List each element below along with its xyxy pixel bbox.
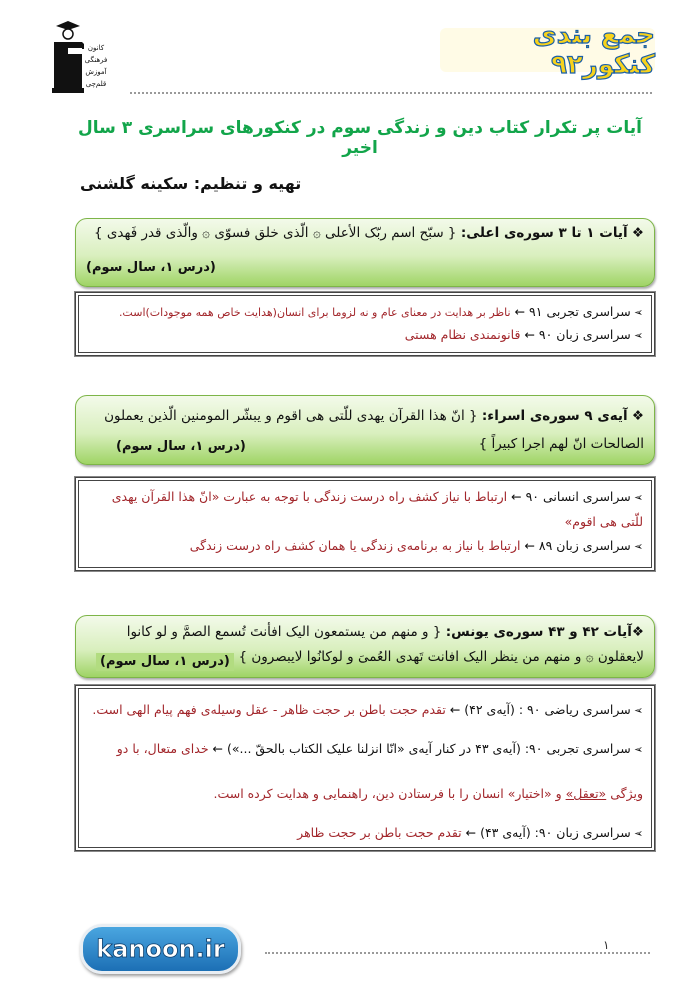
page-number: ۱ [603,938,610,952]
list-item [87,304,643,319]
exam-note: تقدم حجت باطن بر حجت ظاهر [297,825,462,840]
exam-label: سراسری زبان ۹۰ ← [524,327,631,342]
section-heading: آیه‌ی ۹ سوره‌ی اسراء: [481,408,628,424]
list-item [87,816,643,850]
exam-notes-box [75,685,655,851]
page-title: آیات پر تکرار کتاب دین و زندگی سوم در کنکورهای سراسری ۳ سال اخیر [78,118,642,158]
exam-note: خدای متعال، با دو ویژگی [116,741,643,801]
diamond-bullet-icon: ❖ [631,225,644,241]
kanoon-site-logo[interactable] [80,924,241,974]
verse-text: { سبّح اسم ربّک الأعلی ۞ الّذی خلق فسوّی ۞ والّذی قدر فَهدی } [93,225,457,241]
exam-label: سراسری زبان ۸۹ ← [524,538,631,553]
exam-label: سراسری ریاضی ۹۰ : (آیه‌ی ۴۲) ← [449,702,631,717]
diamond-bullet-icon: ❖ [631,624,644,640]
section-header [75,615,655,678]
brand-logo-text: جمع بندی کنکور۹۲ [532,20,655,80]
exam-note-underlined: «تعقل» [565,786,607,801]
exam-note: ناظر بر هدایت در معنای عام و نه لزوما برای انسان(هدایت خاص همه موجودات)است. [118,306,511,319]
list-item [87,534,643,559]
list-item [87,327,643,342]
section-header [75,395,655,465]
arrow-bullet-icon: ➢ [633,540,643,553]
exam-label: سراسری زبان ۹۰: (آیه‌ی ۴۳) ← [465,825,631,840]
exam-note: ارتباط با نیاز کشف راه درست زندگی با توجه به عبارت «انّ هذا القرآن یهدی للّتی هی اقوم» [111,489,643,529]
verse-text: { و منهم من یستمعون الیک افأنتَ تُسمع الصمَّ و لو کانوا لایعقلون ۞ و منهم من ینظر الیک افانت تَهدی العُمیَ و لوکانُوا لایبصرون } [126,624,644,665]
lesson-label: (درس ۱، سال سوم) [96,653,234,671]
section-header [75,218,655,287]
lesson-label: (درس ۱، سال سوم) [86,260,216,275]
header-divider [130,92,652,94]
arrow-bullet-icon: ➢ [633,743,643,756]
arrow-bullet-icon: ➢ [633,704,643,717]
exam-note: ارتباط با نیاز به برنامه‌ی زندگی یا همان کشف راه درست زندگی [189,538,521,553]
lesson-label: (درس ۱، سال سوم) [116,439,246,454]
footer-divider [265,952,650,954]
section-heading: آیات ۴۲ و ۴۳ سوره‌ی یونس: [445,624,632,640]
author-line: تهیه و تنظیم: سکینه گلشنی [80,174,302,193]
exam-label: سراسری انسانی ۹۰ ← [511,489,631,504]
exam-note: تقدم حجت باطن بر حجت ظاهر - عقل وسیله‌ی فهم پیام الهی است. [92,702,446,717]
arrow-bullet-icon: ➢ [633,827,643,840]
exam-label: سراسری تجربی ۹۰: (آیه‌ی ۴۳ در کنار آیه‌ی «انّا انزلنا علیک الکتاب بالحقّ ...») ← [212,741,631,756]
exam-notes-box [75,292,655,356]
publisher-logo-text: کانون فرهنگی آموزش قلم‌چی [84,44,108,88]
diamond-bullet-icon: ❖ [631,408,644,424]
kanoon-publisher-logo [48,18,84,96]
arrow-bullet-icon: ➢ [633,491,643,504]
site-logo-text: kanoon.ir [96,935,225,963]
list-item [87,727,643,816]
exam-label: سراسری تجربی ۹۱ ← [514,304,631,319]
arrow-bullet-icon: ➢ [633,329,643,342]
section-heading: آیات ۱ تا ۳ سوره‌ی اعلی: [460,225,628,241]
exam-note-continued: و «اختیار» انسان را با فرستادن دین، راهنمایی و هدایت کرده است. [213,786,566,801]
arrow-bullet-icon: ➢ [633,306,643,319]
brand-logo [440,20,655,80]
list-item [87,693,643,727]
verse-text: { انّ هذا القرآن یهدی للّتی هی اقوم و یبشّر المومنین الّذین یعملون الصالحات انّ لهم اجرا کبیراً } [104,408,644,452]
exam-notes-box [75,477,655,571]
exam-note: قانونمندی نظام هستی [404,327,521,342]
list-item [87,485,643,534]
